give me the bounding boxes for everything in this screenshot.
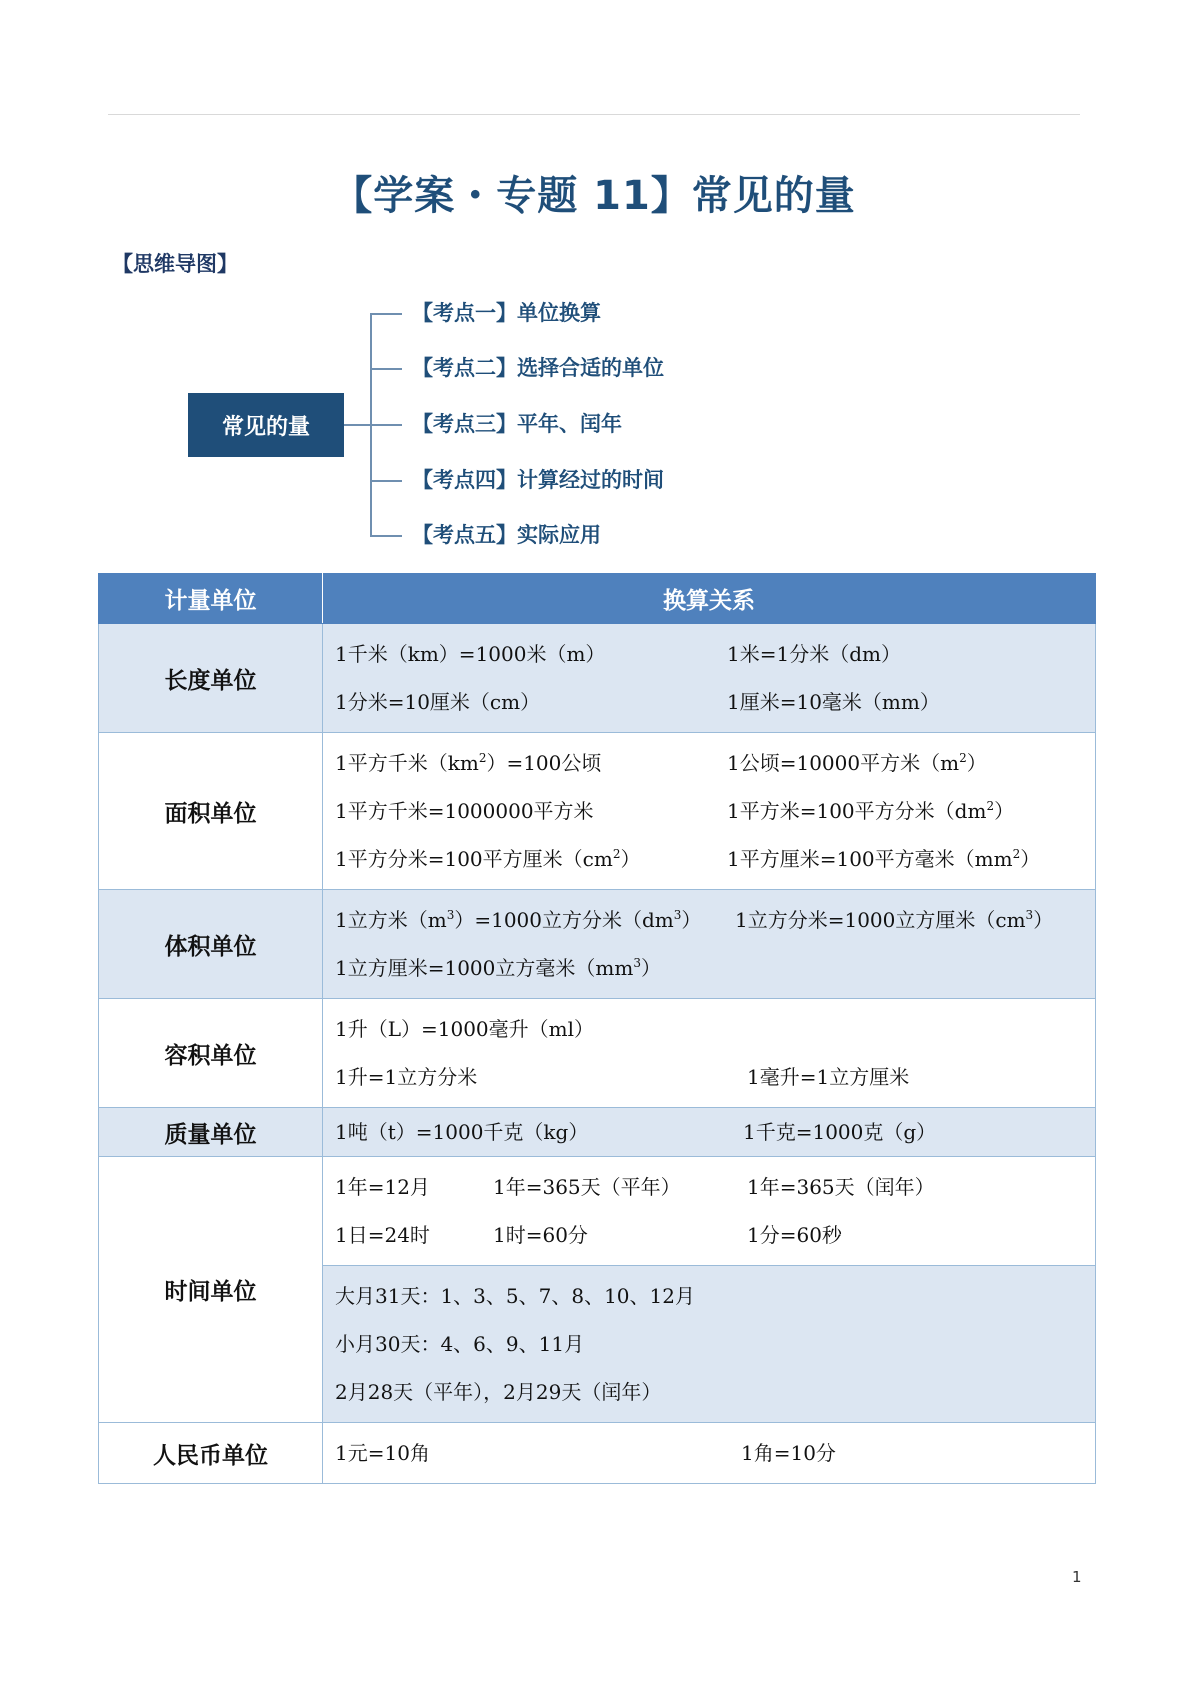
conversion-text: 1年=365天（闰年） [747, 1175, 935, 1199]
conversion-text: 1年=12月 [335, 1175, 430, 1199]
category-mass: 质量单位 [99, 1108, 323, 1157]
mindmap-root-node: 常见的量 [188, 393, 344, 457]
table-header-row [99, 574, 1096, 624]
text-part: ） [640, 956, 661, 980]
superscript: 2 [1012, 847, 1021, 861]
mindmap-node-1: 【考点一】单位换算 [412, 301, 601, 325]
text-part: ）=100公顷 [486, 751, 602, 775]
category-area: 面积单位 [99, 733, 323, 890]
row-volume [99, 890, 1096, 999]
superscript: 3 [1025, 908, 1034, 922]
row-length [99, 624, 1096, 733]
conversion-text: 1平方千米=1000000平方米 [335, 799, 594, 823]
text-part: ） [994, 799, 1015, 823]
conversion-capacity [323, 999, 1096, 1108]
page-number: 1 [1072, 1568, 1082, 1586]
conversion-text: 1升=1立方分米 [335, 1065, 478, 1089]
unit-conversion-table [98, 573, 1096, 1484]
conversion-mass [323, 1108, 1096, 1157]
conversion-time-basic [323, 1157, 1096, 1266]
conversion-text [335, 896, 701, 944]
document-title: 【学案・专题 11】常见的量 [332, 173, 856, 219]
category-currency: 人民币单位 [99, 1423, 323, 1484]
mindmap-node-2: 【考点二】选择合适的单位 [412, 356, 664, 380]
conversion-text: 小月30天：4、6、9、11月 [335, 1332, 585, 1356]
conversion-text [735, 896, 1053, 944]
conversion-time-months [323, 1266, 1096, 1423]
row-currency [99, 1423, 1096, 1484]
mindmap-root-connector [344, 424, 370, 426]
conversion-area [323, 733, 1096, 890]
header-rule [108, 114, 1080, 115]
conversion-text: 大月31天：1、3、5、7、8、10、12月 [335, 1284, 695, 1308]
text-part: 1平方千米（km [335, 751, 479, 775]
conversion-text [727, 835, 1040, 883]
row-mass [99, 1108, 1096, 1157]
mindmap-branch-line [370, 535, 402, 537]
superscript: 3 [633, 956, 641, 970]
text-part: ） [1033, 908, 1054, 932]
conversion-volume [323, 890, 1096, 999]
row-time [99, 1157, 1096, 1266]
conversion-text: 1分=60秒 [747, 1223, 842, 1247]
mindmap-node-3: 【考点三】平年、闰年 [412, 412, 622, 436]
conversion-text: 1千米（km）=1000米（m） [335, 642, 606, 666]
header-conversion: 换算关系 [323, 574, 1096, 624]
category-capacity: 容积单位 [99, 999, 323, 1108]
superscript: 2 [959, 751, 967, 765]
conversion-text [335, 835, 640, 883]
superscript: 3 [446, 908, 455, 922]
conversion-text: 1千克=1000克（g） [743, 1120, 937, 1144]
conversion-text: 1升（L）=1000毫升（ml） [335, 1017, 595, 1041]
conversion-text [727, 787, 1014, 835]
mindmap-node-5: 【考点五】实际应用 [412, 523, 601, 547]
text-part: ） [681, 908, 702, 932]
text-part: 1平方米=100平方分米（dm [727, 799, 987, 823]
conversion-text: 1时=60分 [493, 1223, 588, 1247]
conversion-text: 1元=10角 [335, 1441, 430, 1465]
text-part: 1公顷=10000平方米（m [727, 751, 960, 775]
mindmap-node-4: 【考点四】计算经过的时间 [412, 468, 664, 492]
mindmap-branch-line [370, 424, 402, 426]
conversion-text [335, 739, 601, 787]
conversion-text [727, 739, 987, 787]
mindmap-branch-line [370, 368, 402, 370]
row-capacity [99, 999, 1096, 1108]
conversion-text: 1吨（t）=1000千克（kg） [335, 1120, 589, 1144]
text-part: ）=1000立方分米（dm [454, 908, 674, 932]
conversion-text: 2月28天（平年），2月29天（闰年） [335, 1380, 662, 1404]
conversion-text: 1分米=10厘米（cm） [335, 690, 541, 714]
superscript: 3 [673, 908, 682, 922]
category-time: 时间单位 [99, 1157, 323, 1423]
text-part: 1立方分米=1000立方厘米（cm [735, 908, 1026, 932]
conversion-text: 1毫升=1立方厘米 [747, 1065, 910, 1089]
conversion-text: 1米=1分米（dm） [727, 642, 901, 666]
category-volume: 体积单位 [99, 890, 323, 999]
conversion-text: 1日=24时 [335, 1223, 430, 1247]
text-part: 1平方分米=100平方厘米（cm [335, 847, 613, 871]
text-part: ） [620, 847, 641, 871]
conversion-text: 1厘米=10毫米（mm） [727, 690, 940, 714]
text-part: 1平方厘米=100平方毫米（mm [727, 847, 1013, 871]
header-unit-category: 计量单位 [99, 574, 323, 624]
superscript: 2 [478, 751, 487, 765]
mindmap-branch-line [370, 313, 402, 315]
mindmap-section-label: 【思维导图】 [112, 252, 238, 276]
conversion-length [323, 624, 1096, 733]
superscript: 2 [986, 799, 995, 813]
text-part: ） [966, 751, 987, 775]
superscript: 2 [612, 847, 621, 861]
conversion-text: 1年=365天（平年） [493, 1175, 681, 1199]
row-area [99, 733, 1096, 890]
text-part: 1立方厘米=1000立方毫米（mm [335, 956, 634, 980]
conversion-text: 1角=10分 [741, 1441, 836, 1465]
conversion-text [335, 944, 661, 992]
conversion-currency [323, 1423, 1096, 1484]
category-length: 长度单位 [99, 624, 323, 733]
text-part: 1立方米（m [335, 908, 447, 932]
mindmap-branch-line [370, 480, 402, 482]
text-part: ） [1020, 847, 1041, 871]
